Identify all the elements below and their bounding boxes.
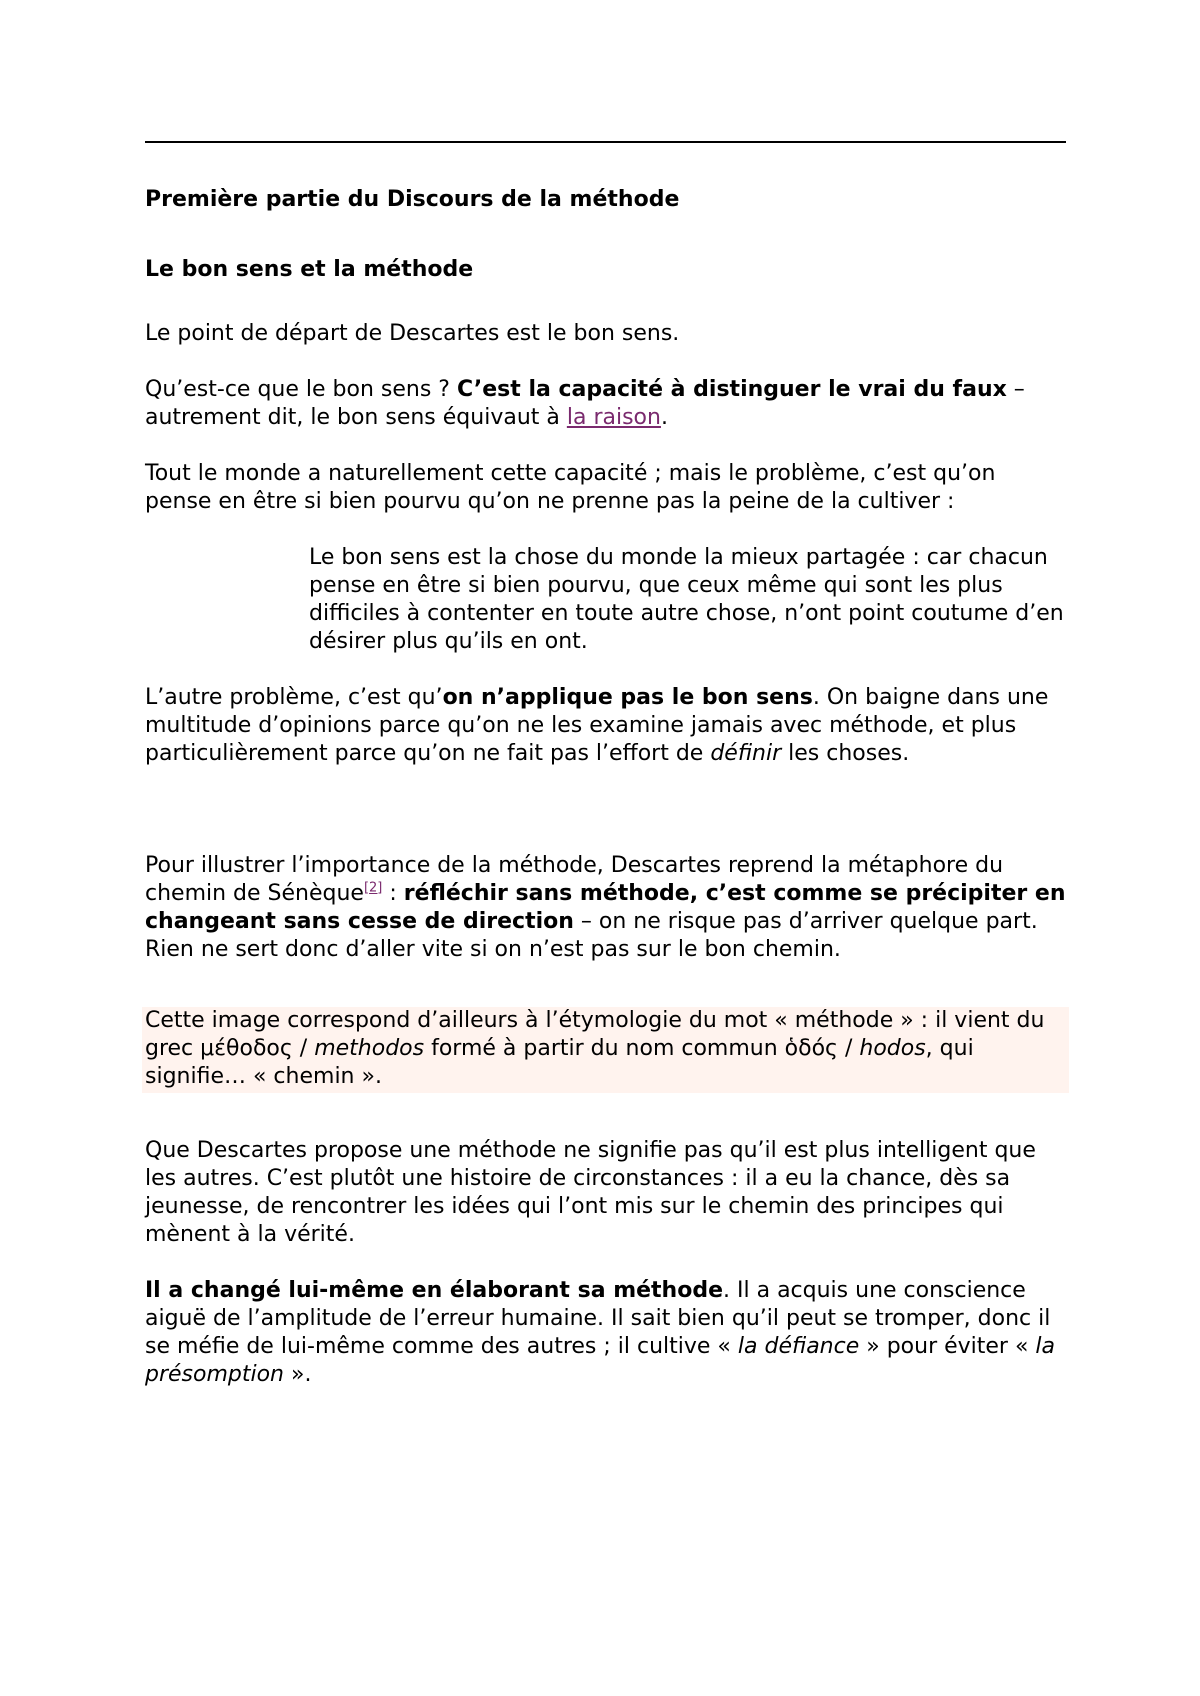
text-run: L’autre problème, c’est qu’ [145, 685, 443, 710]
paragraph-definition [145, 376, 1066, 432]
text-run: , qui signifie… « chemin ». [145, 1036, 974, 1089]
text-run: les choses. [781, 741, 910, 766]
italic-run: la présomption [145, 1334, 1056, 1387]
paragraph-circumstances: Que Descartes propose une méthode ne signifie pas qu’il est plus intelligent que les autres. C’est plutôt une histoire de circonstances : il a eu la chance, dès sa jeunesse, de rencontrer les idées qui l’ont mis sur le chemin des principes qui mènent à la vérité. [145, 1138, 1036, 1247]
italic-run: hodos [859, 1036, 926, 1061]
text-run: Cette image correspond d’ailleurs à l’étymologie du mot « méthode » : il vient du grec μέθοδος / [145, 1008, 1045, 1061]
highlighted-etymology [142, 1007, 1069, 1093]
link-la-raison[interactable]: la raison [566, 405, 661, 430]
document-body [145, 186, 1066, 1389]
text-run: ». [284, 1362, 312, 1387]
paragraph-other-problem [145, 684, 1066, 768]
text-run: – autrement dit, le bon sens équivaut à [145, 377, 1025, 430]
text-run: . Il a acquis une conscience aiguë de l’amplitude de l’erreur humaine. Il sait bien qu’il peut se tromper, donc il se méfie de lui-même comme des autres ; il cultive « [145, 1278, 1051, 1359]
italic-run: définir [710, 741, 782, 766]
bold-run: C’est la capacité à distinguer le vrai du faux [456, 377, 1007, 402]
italic-run: la défiance [737, 1334, 860, 1359]
section-heading: Première partie du Discours de la méthode [145, 187, 680, 212]
text-run: » pour éviter « [859, 1334, 1036, 1359]
italic-run: methodos [314, 1036, 425, 1061]
subsection-heading: Le bon sens et la méthode [145, 257, 474, 282]
text-run: formé à partir du nom commun ὁδός / [424, 1036, 860, 1061]
footnote-ref [364, 881, 382, 896]
text-run: Pour illustrer l’importance de la méthode, Descartes reprend la métaphore du chemin de Sénèque [145, 853, 1004, 906]
bold-run: on n’applique pas le bon sens [442, 685, 813, 710]
bold-run: Il a changé lui-même en élaborant sa méthode [145, 1278, 724, 1303]
paragraph-problem: Tout le monde a naturellement cette capacité ; mais le problème, c’est qu’on pense en être si bien pourvu qu’on ne prenne pas la peine de la cultiver : [145, 461, 996, 514]
text-run: : [382, 881, 404, 906]
paragraph-metaphor [145, 852, 1066, 964]
text-run: Qu’est-ce que le bon sens ? [145, 377, 457, 402]
block-quote: Le bon sens est la chose du monde la mieux partagée : car chacun pense en être si bien pourvu, que ceux même qui sont les plus difficiles à contenter en toute autre chose, n’ont point coutume d’en désirer plus qu’ils en ont. [309, 545, 1064, 654]
text-run: – on ne risque pas d’arriver quelque part. Rien ne sert donc d’aller vite si on n’est pas sur le bon chemin. [145, 909, 1038, 962]
bold-run: réfléchir sans méthode, c’est comme se précipiter en changeant sans cesse de direction [145, 881, 1066, 934]
text-run: . [660, 405, 668, 430]
paragraph-changed [145, 1277, 1066, 1389]
horizontal-rule [145, 141, 1066, 143]
paragraph-intro: Le point de départ de Descartes est le bon sens. [145, 321, 680, 346]
footnote-link[interactable]: [2] [363, 880, 383, 896]
text-run: . On baigne dans une multitude d’opinions parce qu’on ne les examine jamais avec méthode, et plus particulièrement parce qu’on ne fait pas l’effort de [145, 685, 1049, 766]
